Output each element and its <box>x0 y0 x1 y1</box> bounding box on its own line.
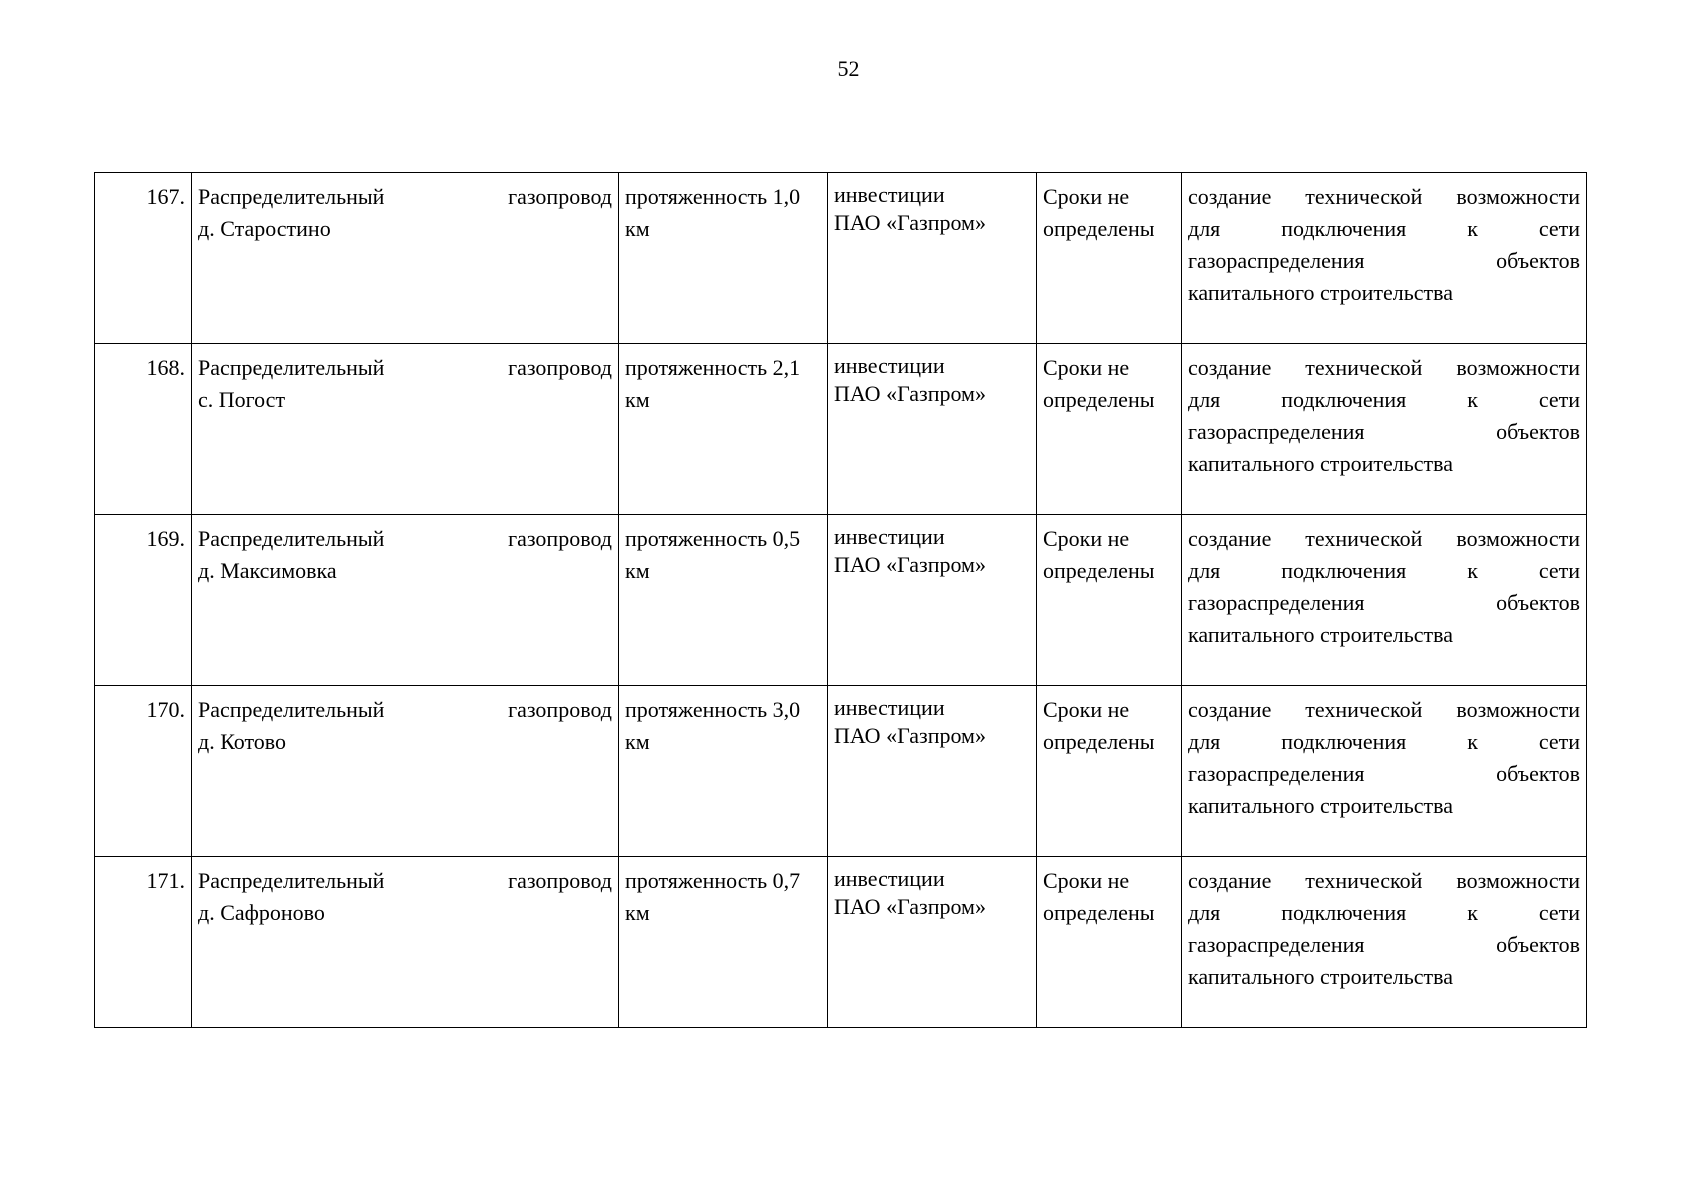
row-number-cell <box>95 344 192 515</box>
row-number-cell <box>95 686 192 857</box>
purpose-word: сети <box>1538 900 1580 925</box>
purpose-word: технической <box>1305 184 1423 209</box>
length-unit: км <box>625 900 650 925</box>
purpose-word: к <box>1467 216 1478 241</box>
purpose-word: объектов <box>1496 248 1580 273</box>
purpose-word: газораспределения <box>1188 248 1365 273</box>
table-row <box>95 515 1587 686</box>
purpose-word: подключения <box>1281 216 1407 241</box>
table-row <box>95 857 1587 1028</box>
object-name-line <box>198 523 612 555</box>
purpose-cell <box>1182 344 1587 515</box>
object-type-word: Распределительный <box>198 868 385 893</box>
purpose-word: газораспределения <box>1188 590 1365 615</box>
purpose-cell <box>1182 515 1587 686</box>
term-cell <box>1037 857 1182 1028</box>
purpose-word: создание <box>1188 697 1272 722</box>
term-line: определены <box>1043 387 1155 412</box>
purpose-word: возможности <box>1456 184 1580 209</box>
length-value: протяженность 0,5 <box>625 526 801 551</box>
length-cell <box>619 857 828 1028</box>
term-cell <box>1037 173 1182 344</box>
purpose-line: капитального строительства <box>1188 622 1454 647</box>
term-line: Сроки не <box>1043 868 1130 893</box>
purpose-line: капитального строительства <box>1188 964 1454 989</box>
object-name-cell <box>192 344 619 515</box>
table-body <box>95 173 1587 1028</box>
purpose-line: капитального строительства <box>1188 451 1454 476</box>
purpose-word: к <box>1467 900 1478 925</box>
purpose-word: к <box>1467 729 1478 754</box>
purpose-word: для <box>1188 729 1221 754</box>
funding-line: инвестиции <box>834 353 945 378</box>
object-name-line <box>198 865 612 897</box>
purpose-word: технической <box>1305 526 1423 551</box>
row-number-cell <box>95 857 192 1028</box>
length-cell <box>619 344 828 515</box>
purpose-word: создание <box>1188 184 1272 209</box>
purpose-line: капитального строительства <box>1188 280 1454 305</box>
object-type-word: газопровод <box>508 868 612 893</box>
object-type-word: Распределительный <box>198 526 385 551</box>
length-cell <box>619 173 828 344</box>
length-unit: км <box>625 387 650 412</box>
object-place: д. Максимовка <box>198 558 337 583</box>
length-cell <box>619 515 828 686</box>
purpose-line <box>1188 726 1580 758</box>
row-number: 168. <box>146 355 185 380</box>
funding-cell <box>828 344 1037 515</box>
term-line: Сроки не <box>1043 355 1130 380</box>
purpose-word: для <box>1188 216 1221 241</box>
length-value: протяженность 0,7 <box>625 868 801 893</box>
purpose-word: к <box>1467 387 1478 412</box>
purpose-line <box>1188 758 1580 790</box>
purpose-line <box>1188 213 1580 245</box>
purpose-word: возможности <box>1456 868 1580 893</box>
term-line: Сроки не <box>1043 526 1130 551</box>
purpose-line <box>1188 181 1580 213</box>
purpose-word: подключения <box>1281 558 1407 583</box>
purpose-word: создание <box>1188 526 1272 551</box>
purpose-word: возможности <box>1456 355 1580 380</box>
length-value: протяженность 1,0 <box>625 184 801 209</box>
length-unit: км <box>625 216 650 241</box>
term-cell <box>1037 344 1182 515</box>
purpose-word: сети <box>1538 216 1580 241</box>
purpose-word: подключения <box>1281 900 1407 925</box>
funding-line: ПАО «Газпром» <box>834 210 986 235</box>
object-type-word: газопровод <box>508 184 612 209</box>
length-value: протяженность 3,0 <box>625 697 801 722</box>
object-type-word: газопровод <box>508 697 612 722</box>
term-line: определены <box>1043 558 1155 583</box>
length-cell <box>619 686 828 857</box>
purpose-word: технической <box>1305 355 1423 380</box>
row-number: 171. <box>146 868 185 893</box>
purpose-line <box>1188 694 1580 726</box>
row-number-cell <box>95 515 192 686</box>
purpose-line <box>1188 865 1580 897</box>
purpose-word: сети <box>1538 387 1580 412</box>
purpose-word: к <box>1467 558 1478 583</box>
purpose-word: объектов <box>1496 932 1580 957</box>
funding-cell <box>828 515 1037 686</box>
purpose-line <box>1188 416 1580 448</box>
object-name-cell <box>192 173 619 344</box>
object-name-line <box>198 694 612 726</box>
purpose-word: газораспределения <box>1188 761 1365 786</box>
object-type-word: Распределительный <box>198 355 385 380</box>
purpose-line <box>1188 523 1580 555</box>
funding-line: инвестиции <box>834 695 945 720</box>
table-row <box>95 173 1587 344</box>
funding-line: ПАО «Газпром» <box>834 381 986 406</box>
purpose-word: сети <box>1538 729 1580 754</box>
purpose-word: объектов <box>1496 761 1580 786</box>
purpose-word: подключения <box>1281 729 1407 754</box>
purpose-word: для <box>1188 387 1221 412</box>
object-place: д. Старостино <box>198 216 331 241</box>
purpose-cell <box>1182 857 1587 1028</box>
term-line: Сроки не <box>1043 184 1130 209</box>
funding-line: инвестиции <box>834 182 945 207</box>
purpose-line <box>1188 384 1580 416</box>
term-line: Сроки не <box>1043 697 1130 722</box>
funding-line: ПАО «Газпром» <box>834 552 986 577</box>
row-number: 169. <box>146 526 185 551</box>
purpose-word: создание <box>1188 868 1272 893</box>
object-type-word: Распределительный <box>198 184 385 209</box>
object-name-line <box>198 181 612 213</box>
purpose-line <box>1188 245 1580 277</box>
purpose-word: технической <box>1305 697 1423 722</box>
table-row <box>95 686 1587 857</box>
term-line: определены <box>1043 729 1155 754</box>
length-unit: км <box>625 558 650 583</box>
purpose-word: объектов <box>1496 590 1580 615</box>
object-type-word: газопровод <box>508 355 612 380</box>
purpose-word: возможности <box>1456 697 1580 722</box>
term-line: определены <box>1043 900 1155 925</box>
funding-cell <box>828 686 1037 857</box>
term-cell <box>1037 686 1182 857</box>
object-type-word: Распределительный <box>198 697 385 722</box>
purpose-line <box>1188 555 1580 587</box>
purpose-line <box>1188 587 1580 619</box>
length-unit: км <box>625 729 650 754</box>
row-number-cell <box>95 173 192 344</box>
purpose-line: капитального строительства <box>1188 793 1454 818</box>
purpose-word: создание <box>1188 355 1272 380</box>
purpose-word: объектов <box>1496 419 1580 444</box>
funding-line: ПАО «Газпром» <box>834 723 986 748</box>
table-row <box>95 344 1587 515</box>
object-place: д. Сафроново <box>198 900 325 925</box>
objects-table <box>94 172 1587 1028</box>
length-value: протяженность 2,1 <box>625 355 801 380</box>
purpose-word: сети <box>1538 558 1580 583</box>
funding-line: инвестиции <box>834 866 945 891</box>
purpose-cell <box>1182 686 1587 857</box>
term-line: определены <box>1043 216 1155 241</box>
purpose-line <box>1188 929 1580 961</box>
purpose-word: технической <box>1305 868 1423 893</box>
funding-line: инвестиции <box>834 524 945 549</box>
purpose-cell <box>1182 173 1587 344</box>
funding-line: ПАО «Газпром» <box>834 894 986 919</box>
purpose-word: газораспределения <box>1188 419 1365 444</box>
row-number: 167. <box>146 184 185 209</box>
purpose-line <box>1188 352 1580 384</box>
funding-cell <box>828 857 1037 1028</box>
purpose-word: подключения <box>1281 387 1407 412</box>
purpose-line <box>1188 897 1580 929</box>
object-name-cell <box>192 686 619 857</box>
object-name-cell <box>192 857 619 1028</box>
object-type-word: газопровод <box>508 526 612 551</box>
object-place: с. Погост <box>198 387 286 412</box>
object-place: д. Котово <box>198 729 287 754</box>
purpose-word: газораспределения <box>1188 932 1365 957</box>
object-name-cell <box>192 515 619 686</box>
purpose-word: возможности <box>1456 526 1580 551</box>
object-name-line <box>198 352 612 384</box>
term-cell <box>1037 515 1182 686</box>
page-number: 52 <box>837 56 860 81</box>
purpose-word: для <box>1188 558 1221 583</box>
purpose-word: для <box>1188 900 1221 925</box>
row-number: 170. <box>146 697 185 722</box>
funding-cell <box>828 173 1037 344</box>
